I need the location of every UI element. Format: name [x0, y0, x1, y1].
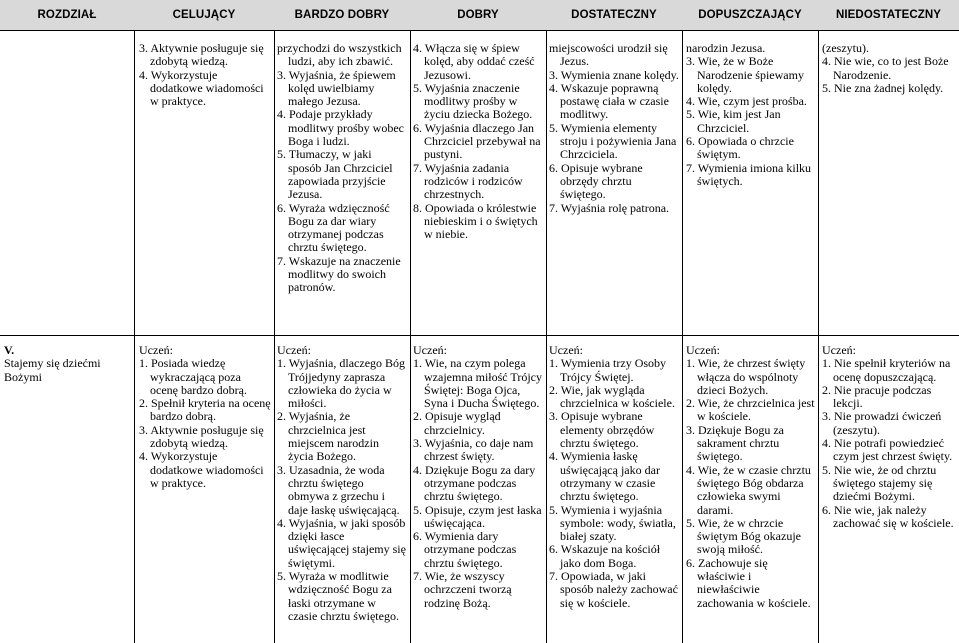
list-item: narodzin Jezusa.	[686, 41, 766, 55]
list-item: 5. Nie zna żadnej kolędy.	[822, 80, 944, 95]
list-item: 4. Podaje przykłady modlitwy prośby wobec Boga i ludzi.	[277, 107, 404, 149]
list-item: 3. Aktywnie posługuje się zdobytą wiedzą.	[139, 41, 264, 69]
column-divider	[818, 30, 819, 643]
list-item: 6. Wyraża wdzięczność Bogu za dar wiary otrzymanej podczas chrztu świętego.	[277, 200, 390, 255]
column-divider	[682, 30, 683, 643]
list-item: 7. Wymienia imiona kilku świętych.	[686, 160, 812, 188]
row1-dostateczny-cell	[549, 42, 680, 215]
list-item: 6. Zachowuje się właściwie i niewłaściwie zachowania w kościele.	[686, 555, 811, 610]
list-item: 3. Aktywnie posługuje się zdobytą wiedzą.	[139, 422, 264, 451]
column-divider	[410, 30, 411, 643]
table-header	[0, 0, 959, 31]
list-heading: Uczeń:	[549, 343, 583, 357]
header-niedostateczny: NIEDOSTATECZNY	[835, 9, 942, 21]
row1-niedostateczny-cell	[822, 42, 957, 95]
list-item: 1. Wyjaśnia, dlaczego Bóg Trójjedyny zaprasza człowieka do życia w miłości.	[277, 356, 406, 411]
list-heading: Uczeń:	[686, 343, 720, 357]
list-item: 4. Wie, że w czasie chrztu świętego Bóg obdarza człowieka swymi darami.	[686, 462, 811, 517]
row2-dopuszczajacy-cell	[686, 344, 816, 610]
list-item: 4. Wykorzystuje dodatkowe wiadomości w praktyce.	[139, 67, 264, 109]
list-item: miejscowości urodził się Jezus.	[549, 41, 668, 69]
list-item: 8. Opowiada o królestwie niebieskim i o świętych w niebie.	[413, 200, 538, 242]
header-dopuszczajacy: DOPUSZCZAJĄCY	[698, 9, 802, 21]
list-item: 2. Wie, że chrzcielnica jest w kościele.	[686, 396, 815, 424]
list-item: 7. Opowiada, w jaki sposób należy zachować się w kościele.	[549, 569, 678, 610]
column-divider	[274, 30, 275, 643]
list-item: 2. Opisuje wygląd chrzcielnicy.	[413, 409, 501, 437]
row-divider	[0, 335, 959, 336]
row1-dopuszczajacy-cell	[686, 42, 816, 188]
list-item: 4. Nie wie, co to jest Boże Narodzenie.	[822, 54, 949, 82]
list-item: 4. Dziękuje Bogu za dary otrzymane podczas chrztu świętego.	[413, 462, 536, 504]
list-item: 3. Wyjaśnia, że śpiewem kolęd uwielbiamy małego Jezusa.	[277, 67, 396, 109]
list-item: 5. Tłumaczy, w jaki sposób Jan Chrzciciel zapowiada przyjście Jezusa.	[277, 147, 393, 202]
list-item: 5. Wie, że w chrzcie świętym Bóg okazuje swoją miłość.	[686, 515, 801, 557]
list-item: 2. Wyjaśnia, że chrzcielnica jest miejscem narodzin życia Bożego.	[277, 409, 379, 464]
row2-dostateczny-cell	[549, 344, 680, 610]
list-item: 5. Wymienia elementy stroju i pożywienia Jana Chrzciciela.	[549, 120, 677, 162]
list-item: 5. Wymienia i wyjaśnia symbole: wody, światła, białej szaty.	[549, 502, 676, 544]
list-item: 7. Wskazuje na znaczenie modlitwy do swoich patronów.	[277, 253, 401, 295]
column-divider	[134, 30, 135, 643]
list-item: 3. Wyjaśnia, co daje nam chrzest święty.	[413, 436, 534, 464]
list-item: 2. Wie, jak wygląda chrzcielnica w kościele.	[549, 382, 675, 411]
list-item: 3. Wymienia znane kolędy.	[549, 67, 679, 82]
list-item: 2. Spełnił kryteria na ocenę bardzo dobrą.	[139, 396, 271, 424]
list-item: 7. Wyjaśnia rolę patrona.	[549, 200, 670, 215]
column-divider	[546, 30, 547, 643]
list-item: 1. Wymienia trzy Osoby Trójcy Świętej.	[549, 356, 667, 384]
list-heading: Uczeń:	[277, 343, 311, 357]
list-item: 3. Dziękuje Bogu za sakrament chrztu świętego.	[686, 422, 784, 464]
header-celujacy: CELUJĄCY	[172, 9, 236, 21]
list-item: 5. Opisuje, czym jest łaska uświęcająca.	[413, 502, 542, 530]
list-item: 6. Wymienia dary otrzymane podczas chrztu świętego.	[413, 529, 517, 570]
list-item: 4. Nie potrafi powiedzieć czym jest chrzest święty.	[822, 436, 953, 464]
row2-niedostateczny-cell	[822, 344, 957, 530]
list-item: 1. Wie, że chrzest święty włącza do wspólnoty dzieci Bożych.	[686, 356, 806, 397]
list-heading: Uczeń:	[413, 343, 447, 357]
list-item: 2. Nie pracuje podczas lekcji.	[822, 382, 932, 411]
list-item: 4. Wie, czym jest prośba.	[686, 94, 807, 109]
list-heading: Uczeń:	[822, 343, 856, 357]
header-bardzo-dobry: BARDZO DOBRY	[294, 9, 390, 21]
list-item: (zeszytu).	[822, 41, 869, 55]
header-dobry: DOBRY	[457, 9, 499, 21]
chapter-title: Stajemy się dziećmi Bożymi	[4, 356, 101, 384]
list-item: 4. Włącza się w śpiew kolęd, aby oddać cześć Jezusowi.	[413, 41, 535, 82]
list-item: 5. Wyraża w modlitwie wdzięczność Bogu za łaski otrzymane w czasie chrztu świętego.	[277, 569, 399, 623]
list-item: 3. Wie, że w Boże Narodzenie śpiewamy kolędy.	[686, 54, 804, 95]
row2-bardzo-dobry-cell	[277, 344, 407, 623]
list-item: 3. Uzasadnia, że woda chrztu świętego obmywa z grzechu i daje łaskę uświęcającą.	[277, 462, 400, 517]
list-item: 4. Wymienia łaskę uświęcającą jako dar otrzymany w czasie chrztu świętego.	[549, 449, 660, 504]
row2-celujacy-cell	[139, 344, 271, 490]
list-item: 3. Opisuje wybrane elementy obrzędów chrztu świętego.	[549, 409, 655, 451]
list-item: przychodzi do wszystkich ludzi, aby ich zbawić.	[277, 41, 402, 69]
list-item: 4. Wyjaśnia, w jaki sposób dzięki łasce uświęcającej stajemy się świętymi.	[277, 515, 406, 570]
list-item: 6. Nie wie, jak należy zachować się w kościele.	[822, 502, 954, 530]
header-rozdzial: ROZDZIAŁ	[37, 9, 97, 21]
list-item: 1. Wie, na czym polega wzajemna miłość Trójcy Świętej: Boga Ojca, Syna i Ducha Świętego.	[413, 356, 542, 411]
list-item: 4. Wskazuje poprawną postawę ciała w czasie modlitwy.	[549, 80, 669, 122]
list-item: 6. Opowiada o chrzcie świętym.	[686, 134, 794, 162]
row1-celujacy-cell	[139, 42, 271, 108]
list-item: 5. Nie wie, że od chrztu świętego stajemy się dziećmi Bożymi.	[822, 462, 937, 504]
list-item: 5. Wie, kim jest Jan Chrzciciel.	[686, 107, 781, 135]
list-item: 1. Posiada wiedzę wykraczającą poza ocenę bardzo dobrą.	[139, 356, 247, 397]
row2-rozdzial-cell	[4, 344, 130, 384]
list-heading: Uczeń:	[139, 343, 173, 357]
list-item: 3. Nie prowadzi ćwiczeń (zeszytu).	[822, 409, 942, 437]
row1-bardzo-dobry-cell	[277, 42, 405, 295]
list-item: 7. Wyjaśnia zadania rodziców i rodziców chrzestnych.	[413, 160, 523, 202]
list-item: 7. Wie, że wszyscy ochrzczeni tworzą rodzinę Bożą.	[413, 569, 512, 610]
list-item: 4. Wykorzystuje dodatkowe wiadomości w praktyce.	[139, 449, 264, 490]
chapter-number: V.	[4, 343, 15, 357]
row1-dobry-cell	[413, 42, 544, 241]
list-item: 6. Wyjaśnia dlaczego Jan Chrzciciel przebywał na pustyni.	[413, 120, 541, 162]
header-dostateczny: DOSTATECZNY	[571, 9, 657, 21]
row2-dobry-cell	[413, 344, 544, 610]
list-item: 6. Opisuje wybrane obrzędy chrztu świętego.	[549, 160, 643, 202]
list-item: 5. Wyjaśnia znaczenie modlitwy prośby w życiu dziecka Bożego.	[413, 80, 533, 122]
list-item: 6. Wskazuje na kościół jako dom Boga.	[549, 542, 661, 570]
list-item: 1. Nie spełnił kryteriów na ocenę dopuszczającą.	[822, 356, 951, 384]
